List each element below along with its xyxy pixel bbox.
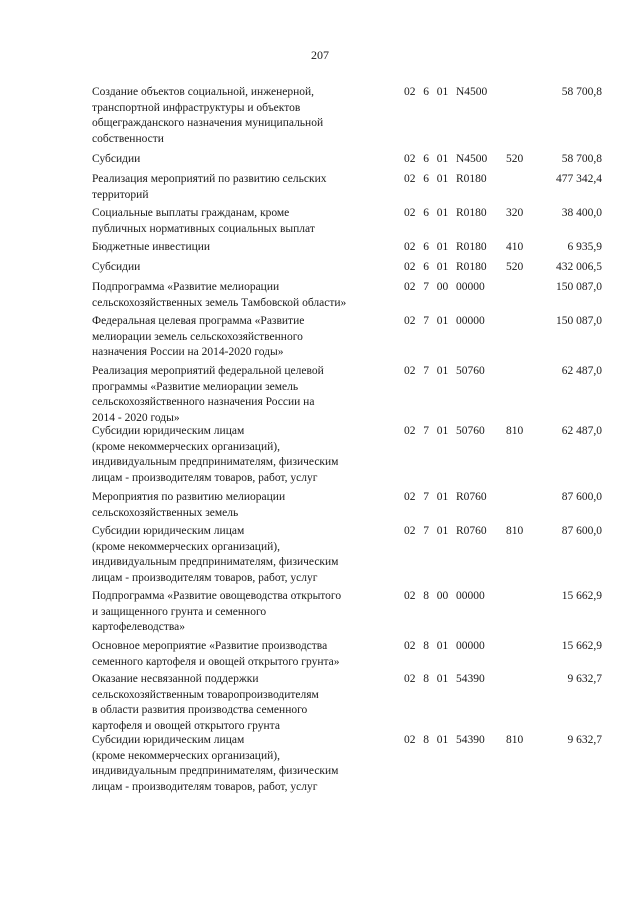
row-code: 02 6 01 N4500	[404, 86, 488, 98]
row-amount: 9 632,7	[567, 673, 602, 685]
row-amount: 58 700,8	[561, 153, 602, 165]
row-description: Подпрограмма «Развитие мелиорации сельскохозяйственных земель Тамбовской области»	[92, 281, 347, 309]
row-description: Субсидии юридическим лицам (кроме некоммерческих организаций), индивидуальным предпринимателям, физическим лицам - производителям товаров, работ, услуг	[92, 525, 339, 584]
row-expense-type: 810	[506, 525, 524, 537]
row-amount: 150 087,0	[556, 281, 602, 293]
row-expense-type: 320	[506, 207, 524, 219]
row-description: Создание объектов социальной, инженерной, транспортной инфраструктуры и объектов общегражданского назначения муниципальной собственности	[92, 86, 324, 145]
row-expense-type: 520	[506, 261, 524, 273]
row-amount: 477 342,4	[556, 173, 602, 185]
row-amount: 38 400,0	[561, 207, 602, 219]
row-description: Основное мероприятие «Развитие производства семенного картофеля и овощей открытого грунта»	[92, 640, 340, 668]
row-expense-type: 810	[506, 734, 524, 746]
row-amount: 15 662,9	[561, 640, 602, 652]
row-description: Оказание несвязанной поддержки сельскохозяйственным товаропроизводителям в области развития производства семенного картофеля и овощей открытого грунта	[92, 673, 319, 732]
row-description: Реализация мероприятий федеральной целевой программы «Развитие мелиорации земель сельскохозяйственного назначения России на 2014 - 2020 годы»	[92, 365, 324, 424]
row-amount: 432 006,5	[556, 261, 602, 273]
row-code: 02 7 01 00000	[404, 315, 485, 327]
row-amount: 6 935,9	[567, 241, 602, 253]
row-description: Федеральная целевая программа «Развитие мелиорации земель сельскохозяйственного назначения России на 2014-2020 годы»	[92, 315, 305, 358]
row-code: 02 8 01 00000	[404, 640, 485, 652]
row-expense-type: 520	[506, 153, 524, 165]
row-code: 02 6 01 R0180	[404, 173, 487, 185]
row-code: 02 7 01 50760	[404, 365, 485, 377]
row-description: Реализация мероприятий по развитию сельских территорий	[92, 173, 327, 201]
row-expense-type: 410	[506, 241, 524, 253]
row-amount: 58 700,8	[561, 86, 602, 98]
page-number: 207	[311, 48, 329, 62]
row-code: 02 7 01 50760	[404, 425, 485, 437]
row-code: 02 7 01 R0760	[404, 491, 487, 503]
row-amount: 9 632,7	[567, 734, 602, 746]
row-description: Подпрограмма «Развитие овощеводства открытого и защищенного грунта и семенного картофелеводства»	[92, 590, 342, 633]
row-code: 02 8 00 00000	[404, 590, 485, 602]
row-description: Субсидии юридическим лицам (кроме некоммерческих организаций), индивидуальным предпринимателям, физическим лицам - производителям товаров, работ, услуг	[92, 425, 339, 484]
row-amount: 15 662,9	[561, 590, 602, 602]
row-code: 02 7 00 00000	[404, 281, 485, 293]
row-amount: 62 487,0	[561, 425, 602, 437]
row-description: Бюджетные инвестиции	[92, 241, 211, 253]
row-description: Субсидии	[92, 261, 141, 273]
row-description: Субсидии юридическим лицам (кроме некоммерческих организаций), индивидуальным предпринимателям, физическим лицам - производителям товаров, работ, услуг	[92, 734, 339, 793]
row-description: Мероприятия по развитию мелиорации сельскохозяйственных земель	[92, 491, 286, 519]
row-code: 02 6 01 R0180	[404, 261, 487, 273]
row-description: Социальные выплаты гражданам, кроме публичных нормативных социальных выплат	[92, 207, 315, 235]
row-amount: 62 487,0	[561, 365, 602, 377]
row-expense-type: 810	[506, 425, 524, 437]
row-amount: 87 600,0	[561, 525, 602, 537]
row-description: Субсидии	[92, 153, 141, 165]
row-code: 02 6 01 R0180	[404, 241, 487, 253]
row-amount: 87 600,0	[561, 491, 602, 503]
row-code: 02 6 01 R0180	[404, 207, 487, 219]
row-code: 02 7 01 R0760	[404, 525, 487, 537]
row-code: 02 8 01 54390	[404, 734, 485, 746]
row-code: 02 8 01 54390	[404, 673, 485, 685]
row-code: 02 6 01 N4500	[404, 153, 488, 165]
row-amount: 150 087,0	[556, 315, 602, 327]
